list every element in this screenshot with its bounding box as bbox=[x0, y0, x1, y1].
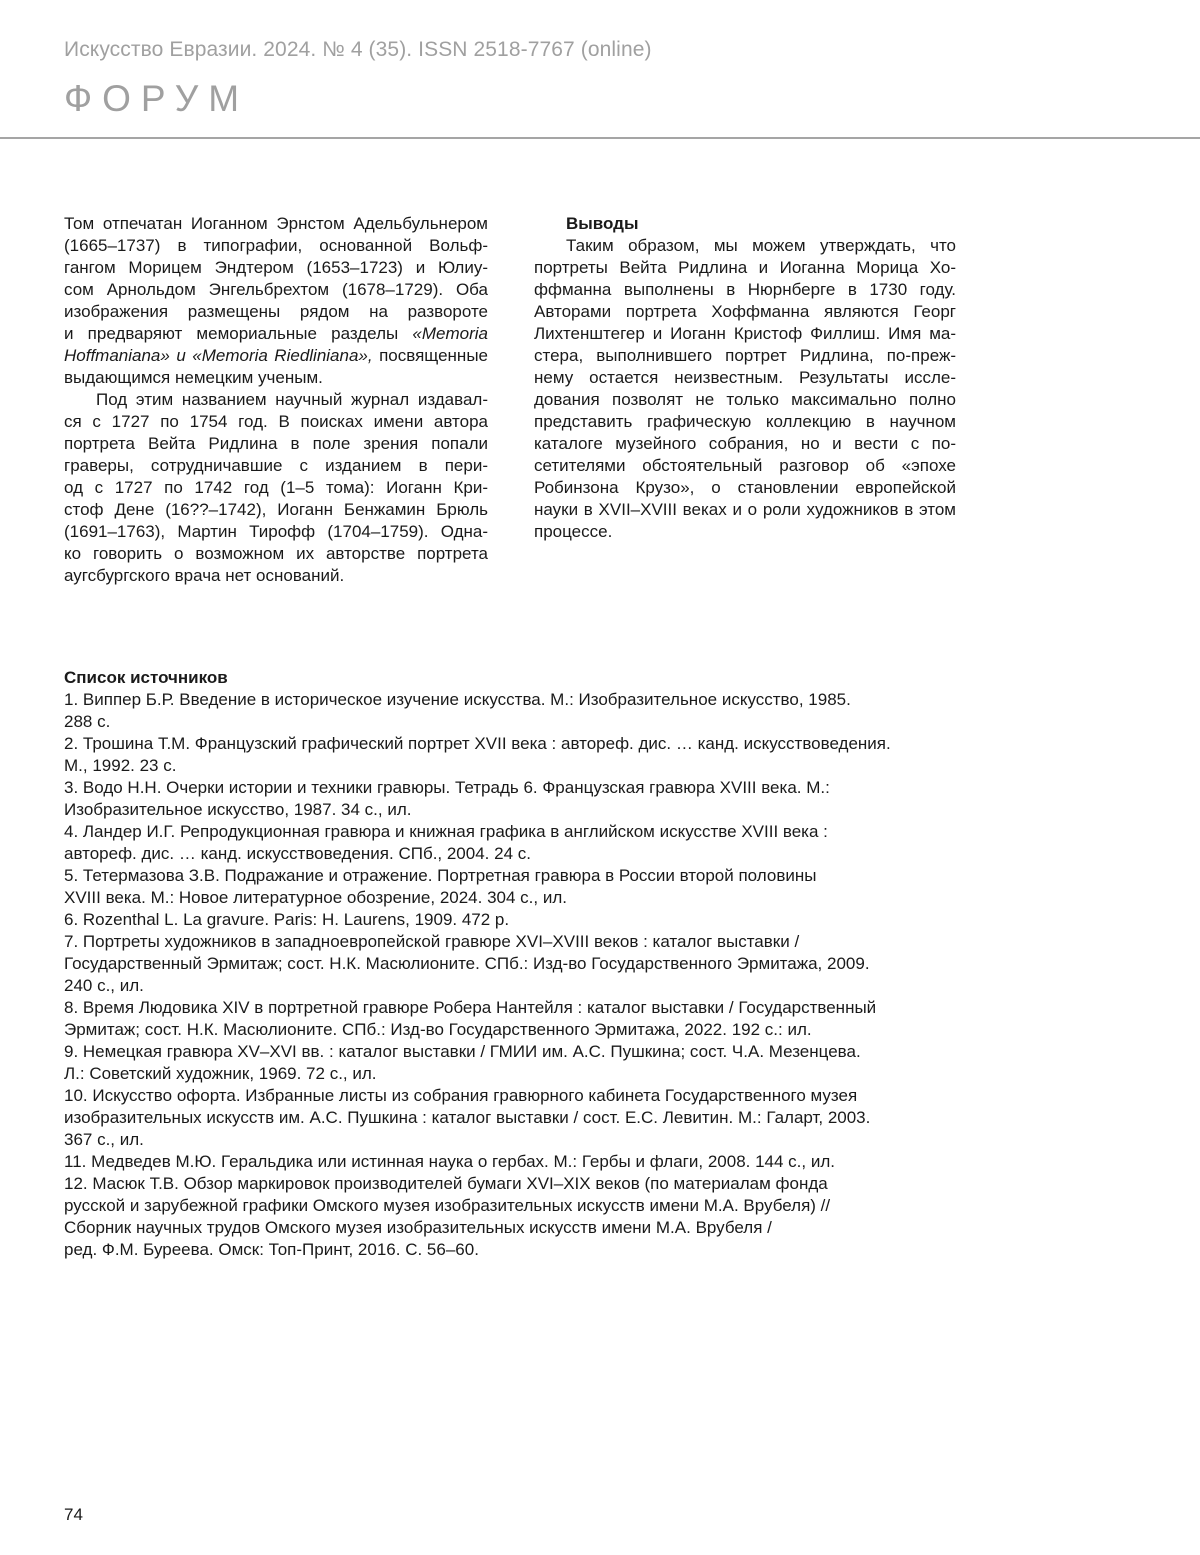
text-line: нему остается неизвестным. Результаты иссле- bbox=[534, 368, 956, 387]
references-list bbox=[64, 689, 964, 1261]
reference-line: 9. Немецкая гравюра XV–XVI вв. : каталог выставки / ГМИИ им. А.С. Пушкина; сост. Ч.А. Мезенцева. bbox=[64, 1042, 861, 1061]
text-line: стера, выполнившего портрет Ридлина, по-преж- bbox=[534, 346, 956, 365]
references-title: Список источников bbox=[64, 668, 228, 687]
text-line: дования позволят не только максимально полно bbox=[534, 390, 956, 409]
text-line: сом Арнольдом Энгельбрехтом (1678–1729). Оба bbox=[64, 280, 488, 299]
text-line: ффманна выполнены в Нюрнберге в 1730 году. bbox=[534, 280, 956, 299]
journal-citation: Искусство Евразии. 2024. № 4 (35). ISSN 2518-7767 (online) bbox=[64, 38, 652, 61]
conclusions-paragraph bbox=[534, 235, 956, 543]
reference-line: 3. Водо Н.Н. Очерки истории и техники гравюры. Тетрадь 6. Французская гравюра XVIII века. М.: bbox=[64, 778, 830, 797]
text-line: аугсбургского врача нет оснований. bbox=[64, 566, 345, 585]
text-line: од с 1727 по 1742 год (1–5 тома): Иоганн Кри- bbox=[64, 478, 488, 497]
reference-line: 6. Rozenthal L. La gravure. Paris: H. Laurens, 1909. 472 p. bbox=[64, 910, 510, 929]
reference-line: 1. Виппер Б.Р. Введение в историческое изучение искусства. М.: Изобразительное искусство, 1985. bbox=[64, 690, 851, 709]
italic-title: Hoffmaniana» и «Memoria Riedliniana», bbox=[64, 346, 373, 365]
reference-item bbox=[64, 997, 964, 1041]
reference-line: 2. Трошина Т.М. Французский графический портрет XVII века : автореф. дис. … канд. искусствоведения. bbox=[64, 734, 891, 753]
section-title: ФОРУМ bbox=[64, 78, 250, 119]
reference-line: 367 с., ил. bbox=[64, 1130, 144, 1149]
reference-line: 5. Тетермазова З.В. Подражание и отражение. Портретная гравюра в России второй половины bbox=[64, 866, 817, 885]
italic-title: «Memoria bbox=[412, 324, 488, 343]
reference-item bbox=[64, 1151, 964, 1173]
reference-line: Сборник научных трудов Омского музея изобразительных искусств имени М.А. Врубеля / bbox=[64, 1218, 772, 1237]
header-rule bbox=[0, 137, 1200, 139]
reference-line: 240 с., ил. bbox=[64, 976, 144, 995]
reference-line: автореф. дис. … канд. искусствоведения. СПб., 2004. 24 с. bbox=[64, 844, 531, 863]
text-line: науки в XVII–XVIII веках и о роли художников в этом bbox=[534, 500, 956, 519]
text-line: Таким образом, мы можем утверждать, что bbox=[566, 236, 956, 255]
right-column bbox=[534, 213, 956, 543]
text-line: Лихтенштегер и Иоганн Кристоф Филлиш. Имя ма- bbox=[534, 324, 956, 343]
reference-line: 288 с. bbox=[64, 712, 111, 731]
text-line: гангом Морицем Эндтером (1653–1723) и Юлиу- bbox=[64, 258, 488, 277]
text-line: граверы, сотрудничавшие с изданием в пери- bbox=[64, 456, 488, 475]
reference-line: 7. Портреты художников в западноевропейской гравюре XVI–XVIII веков : каталог выставки / bbox=[64, 932, 800, 951]
reference-line: ред. Ф.М. Буреева. Омск: Топ-Принт, 2016. С. 56–60. bbox=[64, 1240, 479, 1259]
reference-item bbox=[64, 909, 964, 931]
text-line: каталоге музейного собрания, но и вести с по- bbox=[534, 434, 956, 453]
paragraph-1 bbox=[64, 213, 488, 389]
reference-item bbox=[64, 821, 964, 865]
text-line: ко говорить о возможном их авторстве портрета bbox=[64, 544, 488, 563]
reference-item bbox=[64, 733, 964, 777]
text-fragment: и предваряют мемориальные разделы bbox=[64, 324, 399, 343]
reference-line: М., 1992. 23 с. bbox=[64, 756, 177, 775]
reference-item bbox=[64, 931, 964, 997]
text-line: Том отпечатан Иоганном Эрнстом Адельбульнером bbox=[64, 214, 488, 233]
reference-line: XVIII века. М.: Новое литературное обозрение, 2024. 304 с., ил. bbox=[64, 888, 567, 907]
text-line: стоф Дене (16??–1742), Иоганн Бенжамин Брюль bbox=[64, 500, 488, 519]
page-number: 74 bbox=[64, 1505, 83, 1524]
reference-item bbox=[64, 1173, 964, 1261]
reference-line: русской и зарубежной графики Омского музея изобразительных искусств имени М.А. Врубеля) // bbox=[64, 1196, 831, 1215]
reference-line: 4. Ландер И.Г. Репродукционная гравюра и книжная графика в английском искусстве XVIII века : bbox=[64, 822, 828, 841]
text-line: процессе. bbox=[534, 522, 613, 541]
text-line: (1665–1737) в типографии, основанной Вольф- bbox=[64, 236, 488, 255]
reference-item bbox=[64, 1085, 964, 1151]
text-line-with-italic bbox=[64, 323, 488, 345]
reference-item bbox=[64, 689, 964, 733]
reference-line: Изобразительное искусство, 1987. 34 с., ил. bbox=[64, 800, 412, 819]
text-line: (1691–1763), Мартин Тирофф (1704–1759). Одна- bbox=[64, 522, 488, 541]
text-fragment: посвященные bbox=[372, 346, 488, 365]
reference-line: 12. Масюк Т.В. Обзор маркировок производителей бумаги XVI–XIX веков (по материалам фонда bbox=[64, 1174, 828, 1193]
paragraph-2 bbox=[64, 389, 488, 587]
text-line: Авторами портрета Хоффманна являются Георг bbox=[534, 302, 956, 321]
conclusions-heading: Выводы bbox=[566, 214, 639, 233]
references-section bbox=[64, 667, 964, 1261]
text-line: портрета Вейта Ридлина в поле зрения попали bbox=[64, 434, 488, 453]
text-line-with-italic bbox=[64, 345, 488, 367]
reference-line: изобразительных искусств им. А.С. Пушкина : каталог выставки / сост. Е.С. Левитин. М.: Галарт, 2003. bbox=[64, 1108, 871, 1127]
reference-line: 11. Медведев М.Ю. Геральдика или истинная наука о гербах. М.: Гербы и флаги, 2008. 144 с., ил. bbox=[64, 1152, 835, 1171]
text-line: портреты Вейта Ридлина и Иоганна Морица Хо- bbox=[534, 258, 956, 277]
reference-item bbox=[64, 865, 964, 909]
reference-line: Государственный Эрмитаж; сост. Н.К. Масюлионите. СПб.: Изд-во Государственного Эрмитажа, 2009. bbox=[64, 954, 870, 973]
text-line: выдающимся немецким ученым. bbox=[64, 368, 323, 387]
left-column bbox=[64, 213, 488, 587]
text-line: представить графическую коллекцию в научном bbox=[534, 412, 956, 431]
text-line: сетителями обстоятельный разговор об «эпохе bbox=[534, 456, 956, 475]
text-line: Под этим названием научный журнал издавал- bbox=[96, 390, 488, 409]
reference-item bbox=[64, 1041, 964, 1085]
reference-line: 8. Время Людовика XIV в портретной гравюре Робера Нантейля : каталог выставки / Государственный bbox=[64, 998, 877, 1017]
text-line: ся с 1727 по 1754 год. В поисках имени автора bbox=[64, 412, 488, 431]
reference-item bbox=[64, 777, 964, 821]
reference-line: Эрмитаж; сост. Н.К. Масюлионите. СПб.: Изд-во Государственного Эрмитажа, 2022. 192 с.: ил. bbox=[64, 1020, 812, 1039]
text-line: изображения размещены рядом на развороте bbox=[64, 302, 488, 321]
reference-line: 10. Искусство офорта. Избранные листы из собрания гравюрного кабинета Государственного музея bbox=[64, 1086, 858, 1105]
reference-line: Л.: Советский художник, 1969. 72 с., ил. bbox=[64, 1064, 377, 1083]
text-line: Робинзона Крузо», о становлении европейской bbox=[534, 478, 956, 497]
